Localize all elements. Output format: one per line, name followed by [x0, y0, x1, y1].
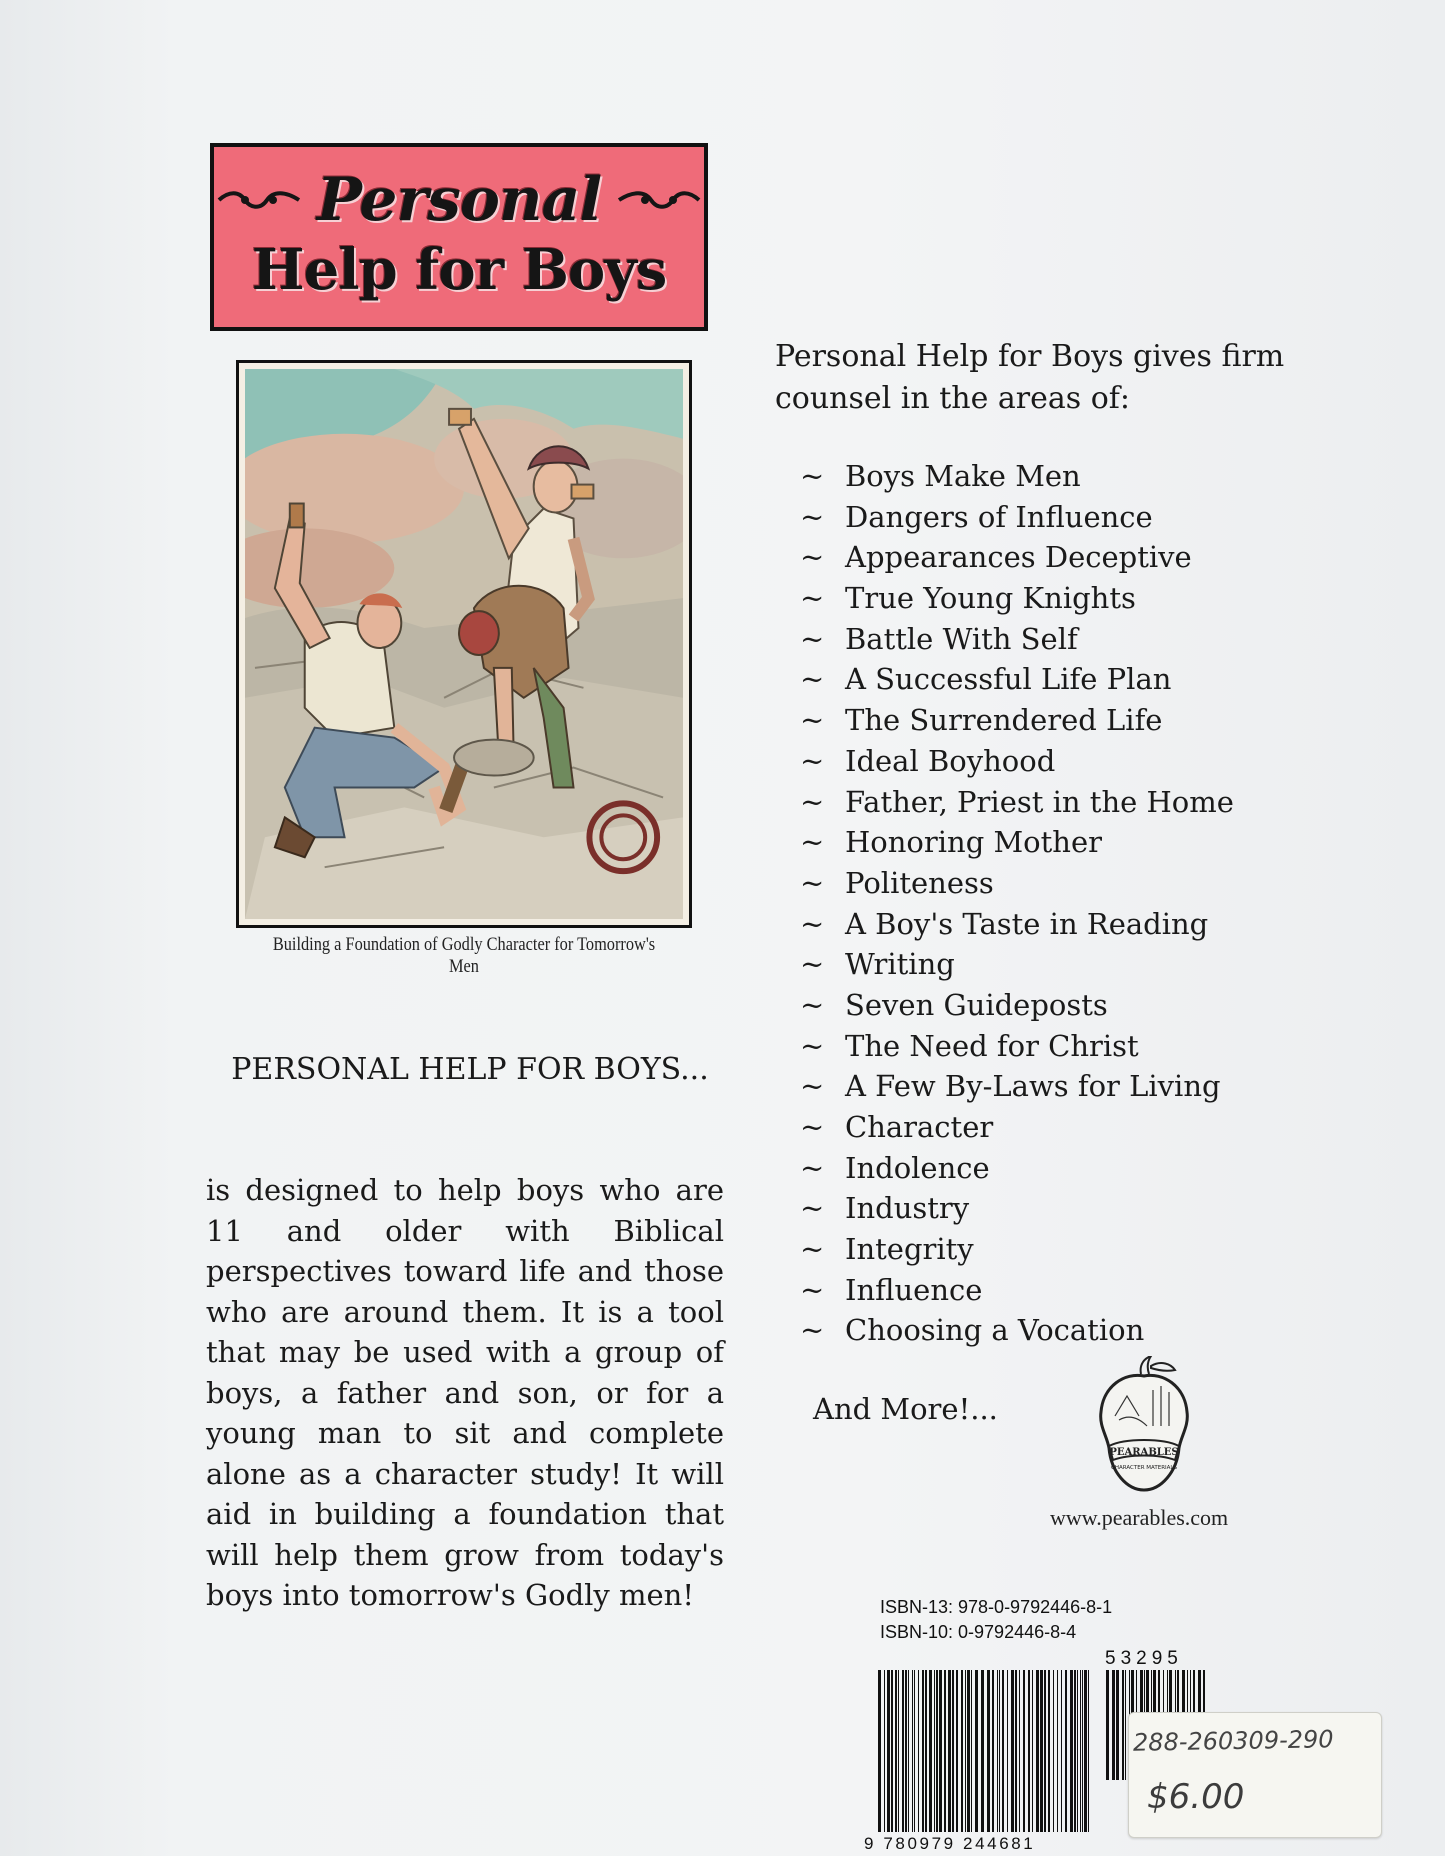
barcode-bar [1057, 1670, 1058, 1832]
topic-item [800, 863, 1360, 904]
sticker-code: 288-260309-290 [1132, 1725, 1334, 1757]
barcode-bar [1040, 1670, 1043, 1832]
topic-bullet: ~ [800, 581, 825, 616]
barcode-bar [956, 1670, 958, 1832]
topic-label: A Boy's Taste in Reading [845, 906, 1209, 941]
barcode-bar [1084, 1670, 1087, 1832]
barcode-bar [922, 1670, 924, 1832]
topic-bullet: ~ [800, 703, 825, 738]
topic-item [800, 537, 1360, 578]
pearables-logo [1095, 1356, 1193, 1494]
barcode-bar [1116, 1670, 1119, 1780]
topic-label: Choosing a Vocation [845, 1313, 1145, 1348]
barcode-bar [914, 1670, 915, 1832]
barcode-bar [895, 1670, 897, 1832]
topic-item [800, 700, 1360, 741]
topic-label: The Need for Christ [845, 1028, 1139, 1063]
topic-item [800, 659, 1360, 700]
illustration-caption: Building a Foundation of Godly Character for Tomorrow's Men [272, 934, 656, 977]
topic-bullet: ~ [800, 621, 825, 656]
topic-bullet: ~ [800, 947, 825, 982]
barcode-bar [905, 1670, 907, 1832]
barcode-bar [1002, 1670, 1004, 1832]
topic-bullet: ~ [800, 743, 825, 778]
topic-bullet: ~ [800, 1313, 825, 1348]
barcode-bar [992, 1670, 994, 1832]
topic-item [800, 1107, 1360, 1148]
barcode-bar [1125, 1670, 1126, 1780]
barcode-bar [1023, 1670, 1025, 1832]
barcode-bar [981, 1670, 984, 1832]
topic-label: Politeness [845, 865, 994, 900]
barcode-bar [1070, 1670, 1073, 1832]
topic-bullet: ~ [800, 459, 825, 493]
barcode-bar [1061, 1670, 1062, 1832]
topic-bullet: ~ [800, 1069, 825, 1104]
barcode-bar [1044, 1670, 1046, 1832]
stonemasons-illustration [245, 369, 683, 919]
topic-label: A Successful Life Plan [845, 662, 1172, 697]
topic-bullet: ~ [800, 1191, 825, 1226]
barcode-bar [1080, 1670, 1081, 1832]
topic-label: Dangers of Influence [845, 499, 1153, 534]
barcode-bar [1112, 1670, 1115, 1780]
topic-item [800, 619, 1360, 660]
barcode-bar [967, 1670, 970, 1832]
topic-bullet: ~ [800, 825, 825, 860]
barcode-bar [1011, 1670, 1014, 1832]
barcode-bar [1053, 1670, 1054, 1832]
book-title-line-2: Help for Boys [251, 237, 667, 303]
topic-label: A Few By-Laws for Living [845, 1069, 1221, 1104]
topic-label: Honoring Mother [845, 825, 1102, 860]
barcode-bar [952, 1670, 954, 1832]
barcode-bar [1088, 1670, 1089, 1832]
barcode-bar [1106, 1670, 1109, 1780]
topic-bullet: ~ [800, 865, 825, 900]
topic-bullet: ~ [800, 499, 825, 534]
isbn-13: ISBN-13: 978-0-9792446-8-1 [880, 1597, 1113, 1617]
barcode-bar [918, 1670, 919, 1832]
barcode-bar [934, 1670, 935, 1832]
topic-item [800, 1066, 1360, 1107]
price-sticker [1128, 1712, 1382, 1838]
barcode-bar [1048, 1670, 1050, 1832]
barcode-bar [1028, 1670, 1030, 1832]
barcode-bar [965, 1670, 966, 1832]
topic-item [800, 782, 1360, 823]
topic-bullet: ~ [800, 662, 825, 697]
topic-bullet: ~ [800, 1272, 825, 1307]
barcode-bar [1065, 1670, 1067, 1832]
barcode-bar [884, 1670, 885, 1832]
barcode-bar [1074, 1670, 1076, 1832]
barcode-bar [929, 1670, 932, 1832]
barcode-bar [898, 1670, 899, 1832]
barcode-bar [999, 1670, 1000, 1832]
topic-item [800, 456, 1360, 497]
barcode-bar [939, 1670, 942, 1832]
left-description: is designed to help boys who are 11 and older with Biblical perspectives toward life and those who are around them. It is a tool that may be used with a group of boys, a father and son, or for a young man to sit and complete alone as a character study! It will aid in building a foundation that will help them grow from today's boys into tomorrow's Godly men! [206, 1173, 724, 1612]
topic-item [800, 944, 1360, 985]
topic-label: Indolence [845, 1150, 990, 1185]
topic-label: The Surrendered Life [845, 703, 1163, 738]
topic-item [800, 1188, 1360, 1229]
barcode-digits: 9 780979 244681 [864, 1834, 1036, 1853]
topic-label: Influence [845, 1272, 983, 1307]
topics-intro: Personal Help for Boys gives firm counsel in the areas of: [775, 339, 1285, 416]
topic-item [800, 1229, 1360, 1270]
topic-label: Seven Guideposts [845, 987, 1108, 1022]
isbn-10: ISBN-10: 0-9792446-8-4 [880, 1622, 1077, 1642]
barcode-bar [1032, 1670, 1033, 1832]
and-more-text: And More!... [813, 1392, 998, 1426]
barcode-bar [1077, 1670, 1078, 1832]
topic-label: Writing [845, 947, 955, 982]
topic-bullet: ~ [800, 1028, 825, 1063]
barcode-bar [936, 1670, 938, 1832]
topic-label: True Young Knights [845, 581, 1136, 616]
barcode-bar [944, 1670, 946, 1832]
barcode-bar [1122, 1670, 1124, 1780]
topic-item [800, 985, 1360, 1026]
barcode-bar [1036, 1670, 1039, 1832]
barcode-bar [1015, 1670, 1017, 1832]
topic-bullet: ~ [800, 784, 825, 819]
topic-label: Appearances Deceptive [845, 540, 1192, 575]
right-ornament-icon [615, 189, 703, 211]
topic-item [800, 497, 1360, 538]
barcode-bar [902, 1670, 904, 1832]
left-heading: PERSONAL HELP FOR BOYS... [231, 1052, 709, 1087]
website-link: www.pearables.com [1050, 1505, 1229, 1530]
left-ornament-icon [215, 189, 303, 211]
topic-bullet: ~ [800, 987, 825, 1022]
topic-bullet: ~ [800, 540, 825, 575]
barcode-price-code: 53295 [1105, 1648, 1183, 1669]
barcode-bar [908, 1670, 909, 1832]
topic-bullet: ~ [800, 1232, 825, 1267]
topic-label: Industry [845, 1191, 970, 1226]
barcode-bar [891, 1670, 893, 1832]
barcode-bar [878, 1670, 881, 1832]
barcode-bar [971, 1670, 972, 1832]
topics-list [800, 456, 1360, 1351]
topic-label: Integrity [845, 1232, 974, 1267]
topic-label: Character [845, 1110, 994, 1144]
topic-item [800, 1310, 1360, 1351]
topic-item [800, 1026, 1360, 1067]
topic-bullet: ~ [800, 1150, 825, 1185]
topic-item [800, 1270, 1360, 1311]
topic-item [800, 741, 1360, 782]
barcode-bar [887, 1670, 890, 1832]
barcode-bar [1082, 1670, 1083, 1832]
sticker-price: $6.00 [1147, 1777, 1245, 1817]
barcode-bar [948, 1670, 951, 1832]
topic-bullet: ~ [800, 906, 825, 941]
topic-label: Boys Make Men [845, 459, 1081, 493]
topic-label: Battle With Self [845, 621, 1078, 656]
cover-illustration [236, 360, 692, 928]
topic-item [800, 904, 1360, 945]
barcode-bar [925, 1670, 927, 1832]
barcode-bar [997, 1670, 998, 1832]
topic-item [800, 822, 1360, 863]
topic-bullet: ~ [800, 1110, 825, 1144]
barcode-bar [987, 1670, 990, 1832]
barcode-bar [975, 1670, 978, 1832]
title-panel [210, 143, 708, 331]
book-title-line-1: Personal [316, 165, 602, 235]
topic-item [800, 1148, 1360, 1189]
barcode-bar [1007, 1670, 1008, 1832]
barcode-bar [1019, 1670, 1020, 1832]
topic-label: Ideal Boyhood [845, 743, 1056, 778]
topic-item [800, 578, 1360, 619]
logo-name: PEARABLES [1109, 1447, 1179, 1458]
barcode-bar [961, 1670, 963, 1832]
barcode-bar [912, 1670, 913, 1832]
logo-subtext: CHARACTER MATERIALS [1111, 1465, 1177, 1471]
topic-label: Father, Priest in the Home [845, 784, 1234, 819]
isbn-barcode [876, 1670, 1094, 1832]
